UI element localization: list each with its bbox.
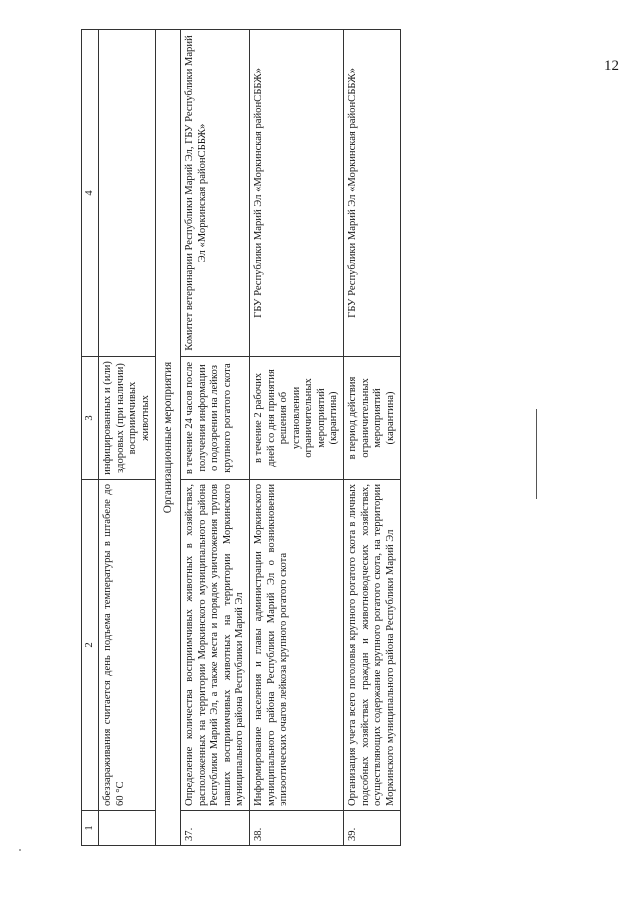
- row-number: 37.: [181, 811, 250, 846]
- row-description: Организация учета всего поголовья крупного рогатого скота в личных подсобных хозяйствах граждан и животноводческих хозяйствах, осуществляющих содержание крупного рогатого скота, на территории Моркинского муниципального района Республики Марий Эл: [344, 480, 401, 811]
- column-header-1: 1: [82, 811, 99, 846]
- table-row: [181, 30, 250, 846]
- page-number: 12: [604, 58, 619, 74]
- end-rule: [536, 409, 537, 499]
- row-responsible: Комитет ветеринарии Республики Марий Эл, ГБУ Республики Марий Эл «Моркинская районСББЖ»: [181, 30, 250, 357]
- section-row: [156, 30, 181, 846]
- row-timing: инфицированных и (или) здоровых (при наличии) восприимчивых животных: [99, 357, 156, 480]
- row-timing: в течение 2 рабочих дней со дня принятия решения об установлении ограничительных мероприятий (карантина): [250, 357, 344, 480]
- row-description: Определение количества восприимчивых животных в хозяйствах, расположенных на территории Моркинского муниципального района Республики Марий Эл, а также места и порядок уничтожения трупов павших восприимчивых животных на территории Моркинского муниципального района Республики Марий Эл: [181, 480, 250, 811]
- column-header-4: 4: [82, 30, 99, 357]
- scan-speck: [19, 849, 21, 851]
- table-row-continuation: [99, 30, 156, 846]
- table-row: [344, 30, 401, 846]
- row-responsible: ГБУ Республики Марий Эл «Моркинская районСББЖ»: [344, 30, 401, 357]
- column-header-3: 3: [82, 357, 99, 480]
- row-responsible: [99, 30, 156, 357]
- table-row: [250, 30, 344, 846]
- rotated-table-container: [81, 35, 521, 846]
- section-title: Организационные мероприятия: [156, 30, 181, 846]
- row-timing: в период действия ограничительных мероприятий (карантина): [344, 357, 401, 480]
- row-description: Информирование населения и главы администрации Моркинского муниципального района Республики Марий Эл о возникновении эпизоотических очагов лейкоза крупного рогатого скота: [250, 480, 344, 811]
- row-number: 39.: [344, 811, 401, 846]
- row-timing: в течение 24 часов после получения информации о подозрении на лейкоз крупного рогатого скота: [181, 357, 250, 480]
- row-description: обеззараживания считается день подъема температуры в штабеле до 60 °С: [99, 480, 156, 811]
- row-number: 38.: [250, 811, 344, 846]
- column-header-2: 2: [82, 480, 99, 811]
- row-responsible: ГБУ Республики Марий Эл «Моркинская районСББЖ»: [250, 30, 344, 357]
- table-header-row: [82, 30, 99, 846]
- measures-table: [81, 29, 401, 846]
- row-number: [99, 811, 156, 846]
